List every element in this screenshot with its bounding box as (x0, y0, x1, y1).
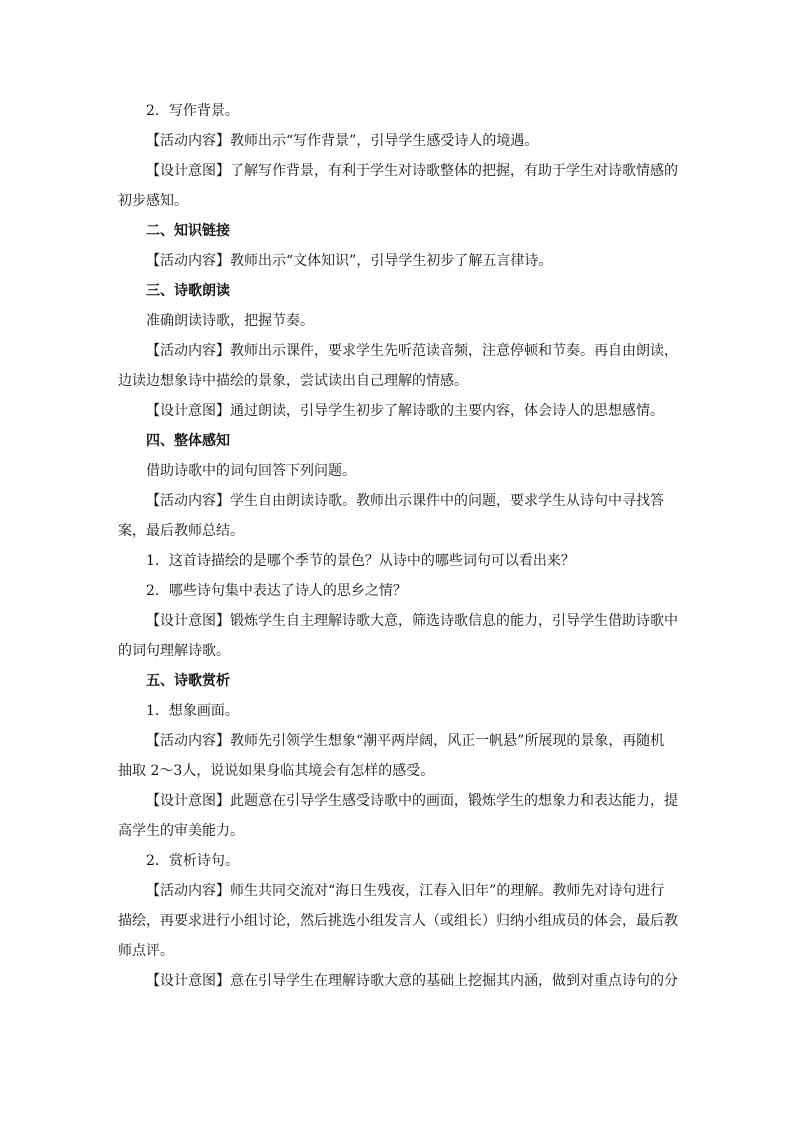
question-item: 1．这首诗描绘的是哪个季节的景色？从诗中的哪些词句可以看出来？ (146, 553, 575, 569)
text-line: 【活动内容】师生共同交流对“海日生残夜，江春入旧年”的理解。教师先对诗句进行 (146, 883, 665, 899)
text-line: 师点评。 (118, 943, 174, 959)
text-line: 1．想象画面。 (146, 703, 239, 719)
question-item: 2．哪些诗句集中表达了诗人的思乡之情？ (146, 583, 407, 599)
text-line: 【设计意图】锻炼学生自主理解诗歌大意，筛选诗歌信息的能力，引导学生借助诗歌中 (146, 613, 678, 629)
section-heading: 二、知识链接 (146, 223, 230, 239)
text-line: 【活动内容】教师出示“文体知识”，引导学生初步了解五言律诗。 (146, 253, 553, 269)
text-line: 【活动内容】教师先引领学生想象“潮平两岸阔，风正一帆悬”所展现的景象，再随机 (146, 733, 665, 749)
text-line: 【活动内容】教师出示“写作背景”，引导学生感受诗人的境遇。 (146, 133, 539, 149)
text-line: 【活动内容】学生自由朗读诗歌。教师出示课件中的问题，要求学生从诗句中寻找答 (146, 493, 664, 509)
text-line: 【设计意图】意在引导学生在理解诗歌大意的基础上挖掘其内涵，做到对重点诗句的分 (146, 973, 678, 989)
text-line: 准确朗读诗歌，把握节奏。 (146, 313, 314, 329)
text-line: 描绘，再要求进行小组讨论，然后挑选小组发言人（或组长）归纳小组成员的体会，最后教 (118, 913, 678, 929)
text-line: 初步感知。 (118, 193, 188, 209)
text-line: 【设计意图】此题意在引导学生感受诗歌中的画面，锻炼学生的想象力和表达能力，提 (146, 793, 678, 809)
section-heading: 四、整体感知 (146, 433, 230, 449)
text-line: 抽取 2～3人，说说如果身临其境会有怎样的感受。 (118, 763, 435, 779)
text-line: 边读边想象诗中描绘的景象，尝试读出自己理解的情感。 (118, 373, 468, 389)
section-heading: 五、诗歌赏析 (146, 673, 230, 689)
text-line: 的词句理解诗歌。 (118, 643, 230, 659)
text-line: 2．写作背景。 (146, 103, 239, 119)
section-heading: 三、诗歌朗读 (146, 283, 230, 299)
text-line: 借助诗歌中的词句回答下列问题。 (146, 463, 356, 479)
text-line: 2．赏析诗句。 (146, 853, 239, 869)
text-line: 高学生的审美能力。 (118, 823, 244, 839)
text-line: 【设计意图】了解写作背景，有利于学生对诗歌整体的把握，有助于学生对诗歌情感的 (146, 163, 678, 179)
text-line: 【活动内容】教师出示课件，要求学生先听范读音频，注意停顿和节奏。再自由朗读， (146, 343, 678, 359)
text-line: 【设计意图】通过朗读，引导学生初步了解诗歌的主要内容，体会诗人的思想感情。 (146, 403, 664, 419)
text-line: 案，最后教师总结。 (118, 523, 244, 539)
